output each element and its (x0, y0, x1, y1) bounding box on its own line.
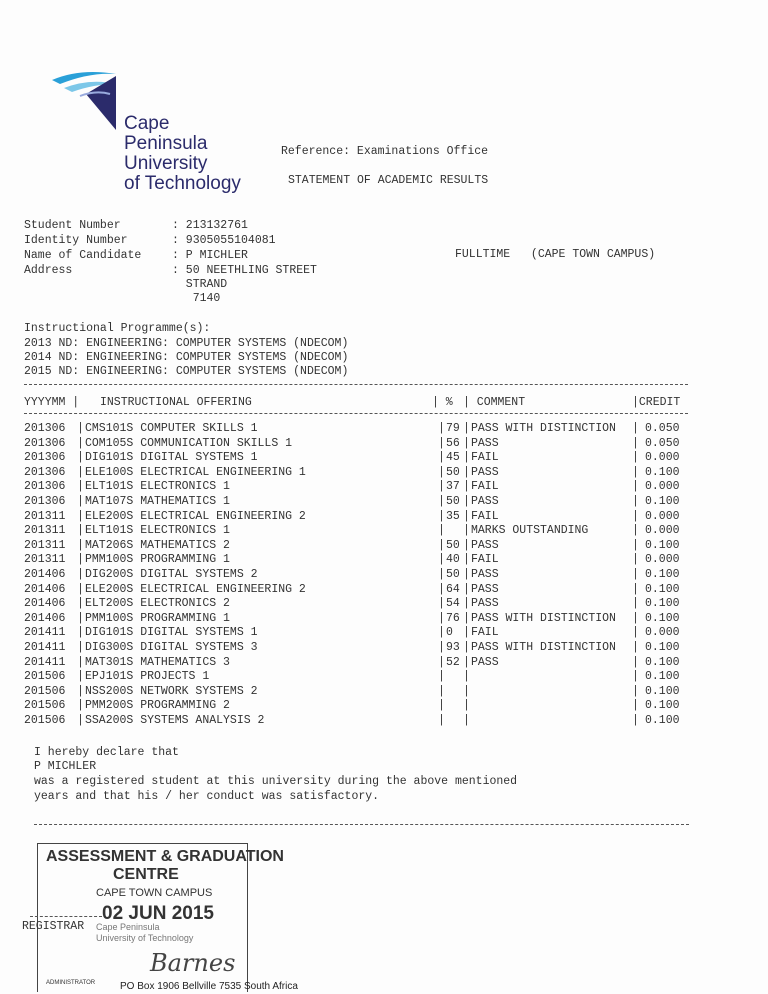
identity-number: : 9305055104081 (172, 234, 276, 247)
column-separator: | (77, 714, 84, 727)
cell-credit: 0.100 (645, 538, 680, 552)
cell-credit: 0.000 (645, 524, 680, 538)
column-separator: | (632, 611, 639, 625)
table-row (0, 466, 768, 480)
divider (24, 413, 688, 414)
column-separator: | (632, 524, 639, 538)
column-separator: | (463, 597, 470, 611)
column-separator: | (438, 568, 445, 581)
cell-period: 201406 (24, 611, 66, 625)
cell-percent: 64 (446, 582, 460, 596)
column-separator: | (438, 714, 445, 727)
cell-period: 201306 (24, 465, 66, 479)
cell-percent: 40 (446, 553, 460, 567)
cell-comment: FAIL (471, 553, 499, 567)
cell-period: 201506 (24, 684, 66, 698)
address-line: : 50 NEETHLING STREET (172, 264, 317, 277)
cell-percent: 0 (446, 626, 453, 640)
cell-credit: 0.050 (645, 422, 680, 435)
logo-line: of Technology (124, 173, 241, 194)
table-row (0, 437, 768, 451)
cell-comment: PASS (471, 538, 499, 552)
cell-comment: PASS (471, 582, 499, 596)
logo-line: Cape (124, 113, 170, 134)
column-separator: | (632, 553, 639, 567)
cell-offering: EPJ101S PROJECTS 1 (85, 670, 210, 684)
table-row (0, 451, 768, 465)
column-separator: | (463, 714, 470, 727)
cell-period: 201306 (24, 451, 66, 465)
column-separator: | (463, 553, 470, 567)
cell-comment: PASS (471, 655, 499, 669)
reference: Reference: Examinations Office (281, 145, 489, 158)
cell-percent: 93 (446, 641, 460, 654)
stamp-line: ASSESSMENT & GRADUATION (46, 848, 284, 865)
column-separator: | (438, 524, 445, 538)
stamp-line: CENTRE (113, 866, 179, 883)
cell-percent: 52 (446, 655, 460, 669)
cell-period: 201311 (24, 524, 66, 538)
table-row (0, 685, 768, 699)
cell-credit: 0.000 (645, 509, 680, 523)
column-separator: | (632, 597, 639, 611)
stamp-date: 02 JUN 2015 (102, 903, 214, 924)
column-separator: | (77, 422, 84, 435)
column-separator: | (463, 495, 470, 508)
column-separator: | (77, 670, 84, 684)
label-address: Address (24, 264, 73, 277)
column-separator: | (438, 422, 445, 435)
cell-offering: NSS200S NETWORK SYSTEMS 2 (85, 684, 258, 698)
column-separator: | (77, 509, 84, 523)
cell-period: 201406 (24, 568, 66, 581)
column-separator: | (463, 436, 470, 450)
cell-offering: DIG300S DIGITAL SYSTEMS 3 (85, 641, 258, 654)
cell-offering: MAT206S MATHEMATICS 2 (85, 538, 230, 552)
cell-percent: 79 (446, 422, 460, 435)
column-separator: | (632, 480, 639, 494)
header-comment: | COMMENT (463, 396, 526, 409)
programme-line: 2015 ND: ENGINEERING: COMPUTER SYSTEMS (NDECOM) (24, 365, 349, 378)
cell-percent: 50 (446, 465, 460, 479)
cell-credit: 0.100 (645, 714, 680, 727)
column-separator: | (77, 524, 84, 538)
column-separator: | (77, 451, 84, 465)
cell-period: 201306 (24, 436, 66, 450)
cell-credit: 0.100 (645, 582, 680, 596)
cell-offering: ELE200S ELECTRICAL ENGINEERING 2 (85, 509, 306, 523)
cell-credit: 0.100 (645, 597, 680, 611)
cell-offering: ELE200S ELECTRICAL ENGINEERING 2 (85, 582, 306, 596)
header-period: YYYYMM | (24, 396, 80, 409)
stamp-line: CAPE TOWN CAMPUS (96, 887, 213, 899)
table-row (0, 553, 768, 567)
stamp-administrator: ADMINISTRATOR (46, 980, 96, 986)
cell-comment: FAIL (471, 626, 499, 640)
cell-comment: FAIL (471, 451, 499, 465)
column-separator: | (438, 451, 445, 465)
table-row (0, 422, 768, 436)
divider (30, 916, 102, 917)
column-separator: | (632, 422, 639, 435)
declaration-line: I hereby declare that (34, 746, 179, 759)
column-separator: | (463, 524, 470, 538)
table-row (0, 626, 768, 640)
cell-credit: 0.100 (645, 568, 680, 581)
table-row (0, 612, 768, 626)
table-row (0, 656, 768, 670)
cell-credit: 0.100 (645, 465, 680, 479)
cell-percent: 50 (446, 568, 460, 581)
cell-comment: PASS (471, 436, 499, 450)
divider (24, 384, 688, 385)
cell-period: 201506 (24, 699, 66, 713)
column-separator: | (632, 451, 639, 465)
column-separator: | (632, 465, 639, 479)
student-number: : 213132761 (172, 219, 248, 232)
cell-credit: 0.100 (645, 699, 680, 713)
column-separator: | (438, 582, 445, 596)
column-separator: | (632, 655, 639, 669)
column-separator: | (77, 641, 84, 654)
postal-address: PO Box 1906 Bellville 7535 South Africa (120, 981, 298, 992)
cput-logo-icon (50, 68, 122, 138)
cell-offering: ELT101S ELECTRONICS 1 (85, 480, 230, 494)
cell-credit: 0.100 (645, 641, 680, 654)
table-row (0, 539, 768, 553)
cell-credit: 0.000 (645, 480, 680, 494)
column-separator: | (632, 495, 639, 508)
column-separator: | (438, 626, 445, 640)
cell-percent: 76 (446, 611, 460, 625)
column-separator: | (77, 699, 84, 713)
column-separator: | (632, 684, 639, 698)
column-separator: | (438, 684, 445, 698)
cell-offering: DIG101S DIGITAL SYSTEMS 1 (85, 626, 258, 640)
cell-percent: 54 (446, 597, 460, 611)
table-row (0, 495, 768, 509)
programme-line: 2014 ND: ENGINEERING: COMPUTER SYSTEMS (NDECOM) (24, 351, 349, 364)
column-separator: | (438, 641, 445, 654)
column-separator: | (438, 465, 445, 479)
column-separator: | (77, 568, 84, 581)
table-row (0, 583, 768, 597)
column-separator: | (438, 509, 445, 523)
cell-offering: PMM100S PROGRAMMING 1 (85, 611, 230, 625)
table-row (0, 641, 768, 655)
cell-offering: PMM200S PROGRAMMING 2 (85, 699, 230, 713)
column-separator: | (77, 495, 84, 508)
cell-credit: 0.050 (645, 436, 680, 450)
column-separator: | (632, 670, 639, 684)
logo-line: Peninsula (124, 133, 208, 154)
column-separator: | (463, 699, 470, 713)
label-name: Name of Candidate (24, 249, 142, 262)
column-separator: | (463, 480, 470, 494)
column-separator: | (463, 465, 470, 479)
candidate-name: : P MICHLER (172, 249, 248, 262)
table-row (0, 510, 768, 524)
table-row (0, 524, 768, 538)
column-separator: | (463, 670, 470, 684)
registrar-label: REGISTRAR (22, 920, 85, 933)
address-line: 7140 (172, 292, 221, 305)
cell-credit: 0.000 (645, 553, 680, 567)
column-separator: | (632, 582, 639, 596)
column-separator: | (77, 553, 84, 567)
divider (34, 824, 689, 825)
cell-period: 201406 (24, 582, 66, 596)
cell-credit: 0.000 (645, 626, 680, 640)
cell-offering: MAT301S MATHEMATICS 3 (85, 655, 230, 669)
cell-period: 201311 (24, 553, 66, 567)
column-separator: | (438, 480, 445, 494)
cell-period: 201506 (24, 714, 66, 727)
cell-period: 201306 (24, 422, 66, 435)
column-separator: | (632, 538, 639, 552)
column-separator: | (632, 626, 639, 640)
column-separator: | (77, 684, 84, 698)
column-separator: | (77, 626, 84, 640)
cell-offering: DIG101S DIGITAL SYSTEMS 1 (85, 451, 258, 465)
cell-period: 201411 (24, 626, 66, 640)
cell-period: 201311 (24, 538, 66, 552)
column-separator: | (463, 451, 470, 465)
cell-comment: PASS (471, 568, 499, 581)
table-row (0, 714, 768, 728)
column-separator: | (632, 509, 639, 523)
cell-period: 201306 (24, 480, 66, 494)
cell-period: 201311 (24, 509, 66, 523)
cell-comment: PASS (471, 597, 499, 611)
header-offering: INSTRUCTIONAL OFFERING (100, 396, 252, 409)
address-line: STRAND (172, 278, 228, 291)
document-title: STATEMENT OF ACADEMIC RESULTS (288, 174, 489, 187)
programme-line: 2013 ND: ENGINEERING: COMPUTER SYSTEMS (NDECOM) (24, 337, 349, 350)
column-separator: | (77, 480, 84, 494)
column-separator: | (438, 436, 445, 450)
label-identity-number: Identity Number (24, 234, 128, 247)
cell-offering: PMM100S PROGRAMMING 1 (85, 553, 230, 567)
declaration-line: was a registered student at this university during the above mentioned (34, 775, 518, 788)
header-credit: |CREDIT (632, 396, 681, 409)
footer-logo-line: University of Technology (96, 933, 194, 943)
cell-credit: 0.100 (645, 611, 680, 625)
column-separator: | (438, 655, 445, 669)
cell-credit: 0.100 (645, 670, 680, 684)
cell-percent: 50 (446, 495, 460, 508)
cell-comment: PASS WITH DISTINCTION (471, 611, 616, 625)
table-row (0, 597, 768, 611)
column-separator: | (463, 422, 470, 435)
column-separator: | (632, 714, 639, 727)
column-separator: | (463, 538, 470, 552)
cell-offering: MAT107S MATHEMATICS 1 (85, 495, 230, 508)
table-row (0, 670, 768, 684)
column-separator: | (463, 641, 470, 654)
cell-credit: 0.100 (645, 684, 680, 698)
label-student-number: Student Number (24, 219, 121, 232)
declaration-line: years and that his / her conduct was satisfactory. (34, 790, 380, 803)
logo-line: University (124, 153, 208, 174)
cell-comment: MARKS OUTSTANDING (471, 524, 589, 538)
column-separator: | (632, 699, 639, 713)
column-separator: | (463, 509, 470, 523)
programme-label: Instructional Programme(s): (24, 322, 211, 335)
cell-offering: COM105S COMMUNICATION SKILLS 1 (85, 436, 293, 450)
column-separator: | (632, 641, 639, 654)
column-separator: | (438, 553, 445, 567)
cell-offering: CMS101S COMPUTER SKILLS 1 (85, 422, 258, 435)
column-separator: | (632, 568, 639, 581)
footer-logo-line: Cape Peninsula (96, 922, 160, 932)
column-separator: | (77, 582, 84, 596)
cell-offering: DIG200S DIGITAL SYSTEMS 2 (85, 568, 258, 581)
cell-period: 201411 (24, 655, 66, 669)
cell-percent: 37 (446, 480, 460, 494)
column-separator: | (77, 655, 84, 669)
cell-credit: 0.000 (645, 451, 680, 465)
cell-comment: FAIL (471, 480, 499, 494)
column-separator: | (438, 699, 445, 713)
column-separator: | (438, 538, 445, 552)
column-separator: | (463, 655, 470, 669)
cell-comment: PASS WITH DISTINCTION (471, 641, 616, 654)
table-row (0, 480, 768, 494)
signature: Barnes (150, 949, 236, 977)
cell-offering: ELE100S ELECTRICAL ENGINEERING 1 (85, 465, 306, 479)
cell-percent: 56 (446, 436, 460, 450)
cell-comment: FAIL (471, 509, 499, 523)
column-separator: | (438, 597, 445, 611)
column-separator: | (463, 568, 470, 581)
cell-period: 201306 (24, 495, 66, 508)
cell-comment: PASS WITH DISTINCTION (471, 422, 616, 435)
column-separator: | (77, 611, 84, 625)
cell-comment: PASS (471, 495, 499, 508)
cell-percent: 50 (446, 538, 460, 552)
column-separator: | (77, 538, 84, 552)
column-separator: | (463, 611, 470, 625)
declaration-line: P MICHLER (34, 760, 97, 773)
cell-percent: 35 (446, 509, 460, 523)
header-percent: | % (432, 396, 453, 409)
cell-credit: 0.100 (645, 495, 680, 508)
cell-offering: ELT101S ELECTRONICS 1 (85, 524, 230, 538)
column-separator: | (77, 436, 84, 450)
column-separator: | (77, 597, 84, 611)
cell-period: 201406 (24, 597, 66, 611)
column-separator: | (463, 684, 470, 698)
cell-period: 201506 (24, 670, 66, 684)
study-mode: FULLTIME (CAPE TOWN CAMPUS) (455, 248, 656, 261)
column-separator: | (463, 582, 470, 596)
column-separator: | (463, 626, 470, 640)
cell-period: 201411 (24, 641, 66, 654)
column-separator: | (77, 465, 84, 479)
cell-offering: ELT200S ELECTRONICS 2 (85, 597, 230, 611)
cell-percent: 45 (446, 451, 460, 465)
column-separator: | (438, 670, 445, 684)
column-separator: | (438, 495, 445, 508)
cell-credit: 0.100 (645, 655, 680, 669)
cell-comment: PASS (471, 465, 499, 479)
column-separator: | (632, 436, 639, 450)
column-separator: | (438, 611, 445, 625)
cell-offering: SSA200S SYSTEMS ANALYSIS 2 (85, 714, 265, 727)
assessment-stamp (37, 843, 284, 992)
table-row (0, 568, 768, 582)
table-row (0, 699, 768, 713)
